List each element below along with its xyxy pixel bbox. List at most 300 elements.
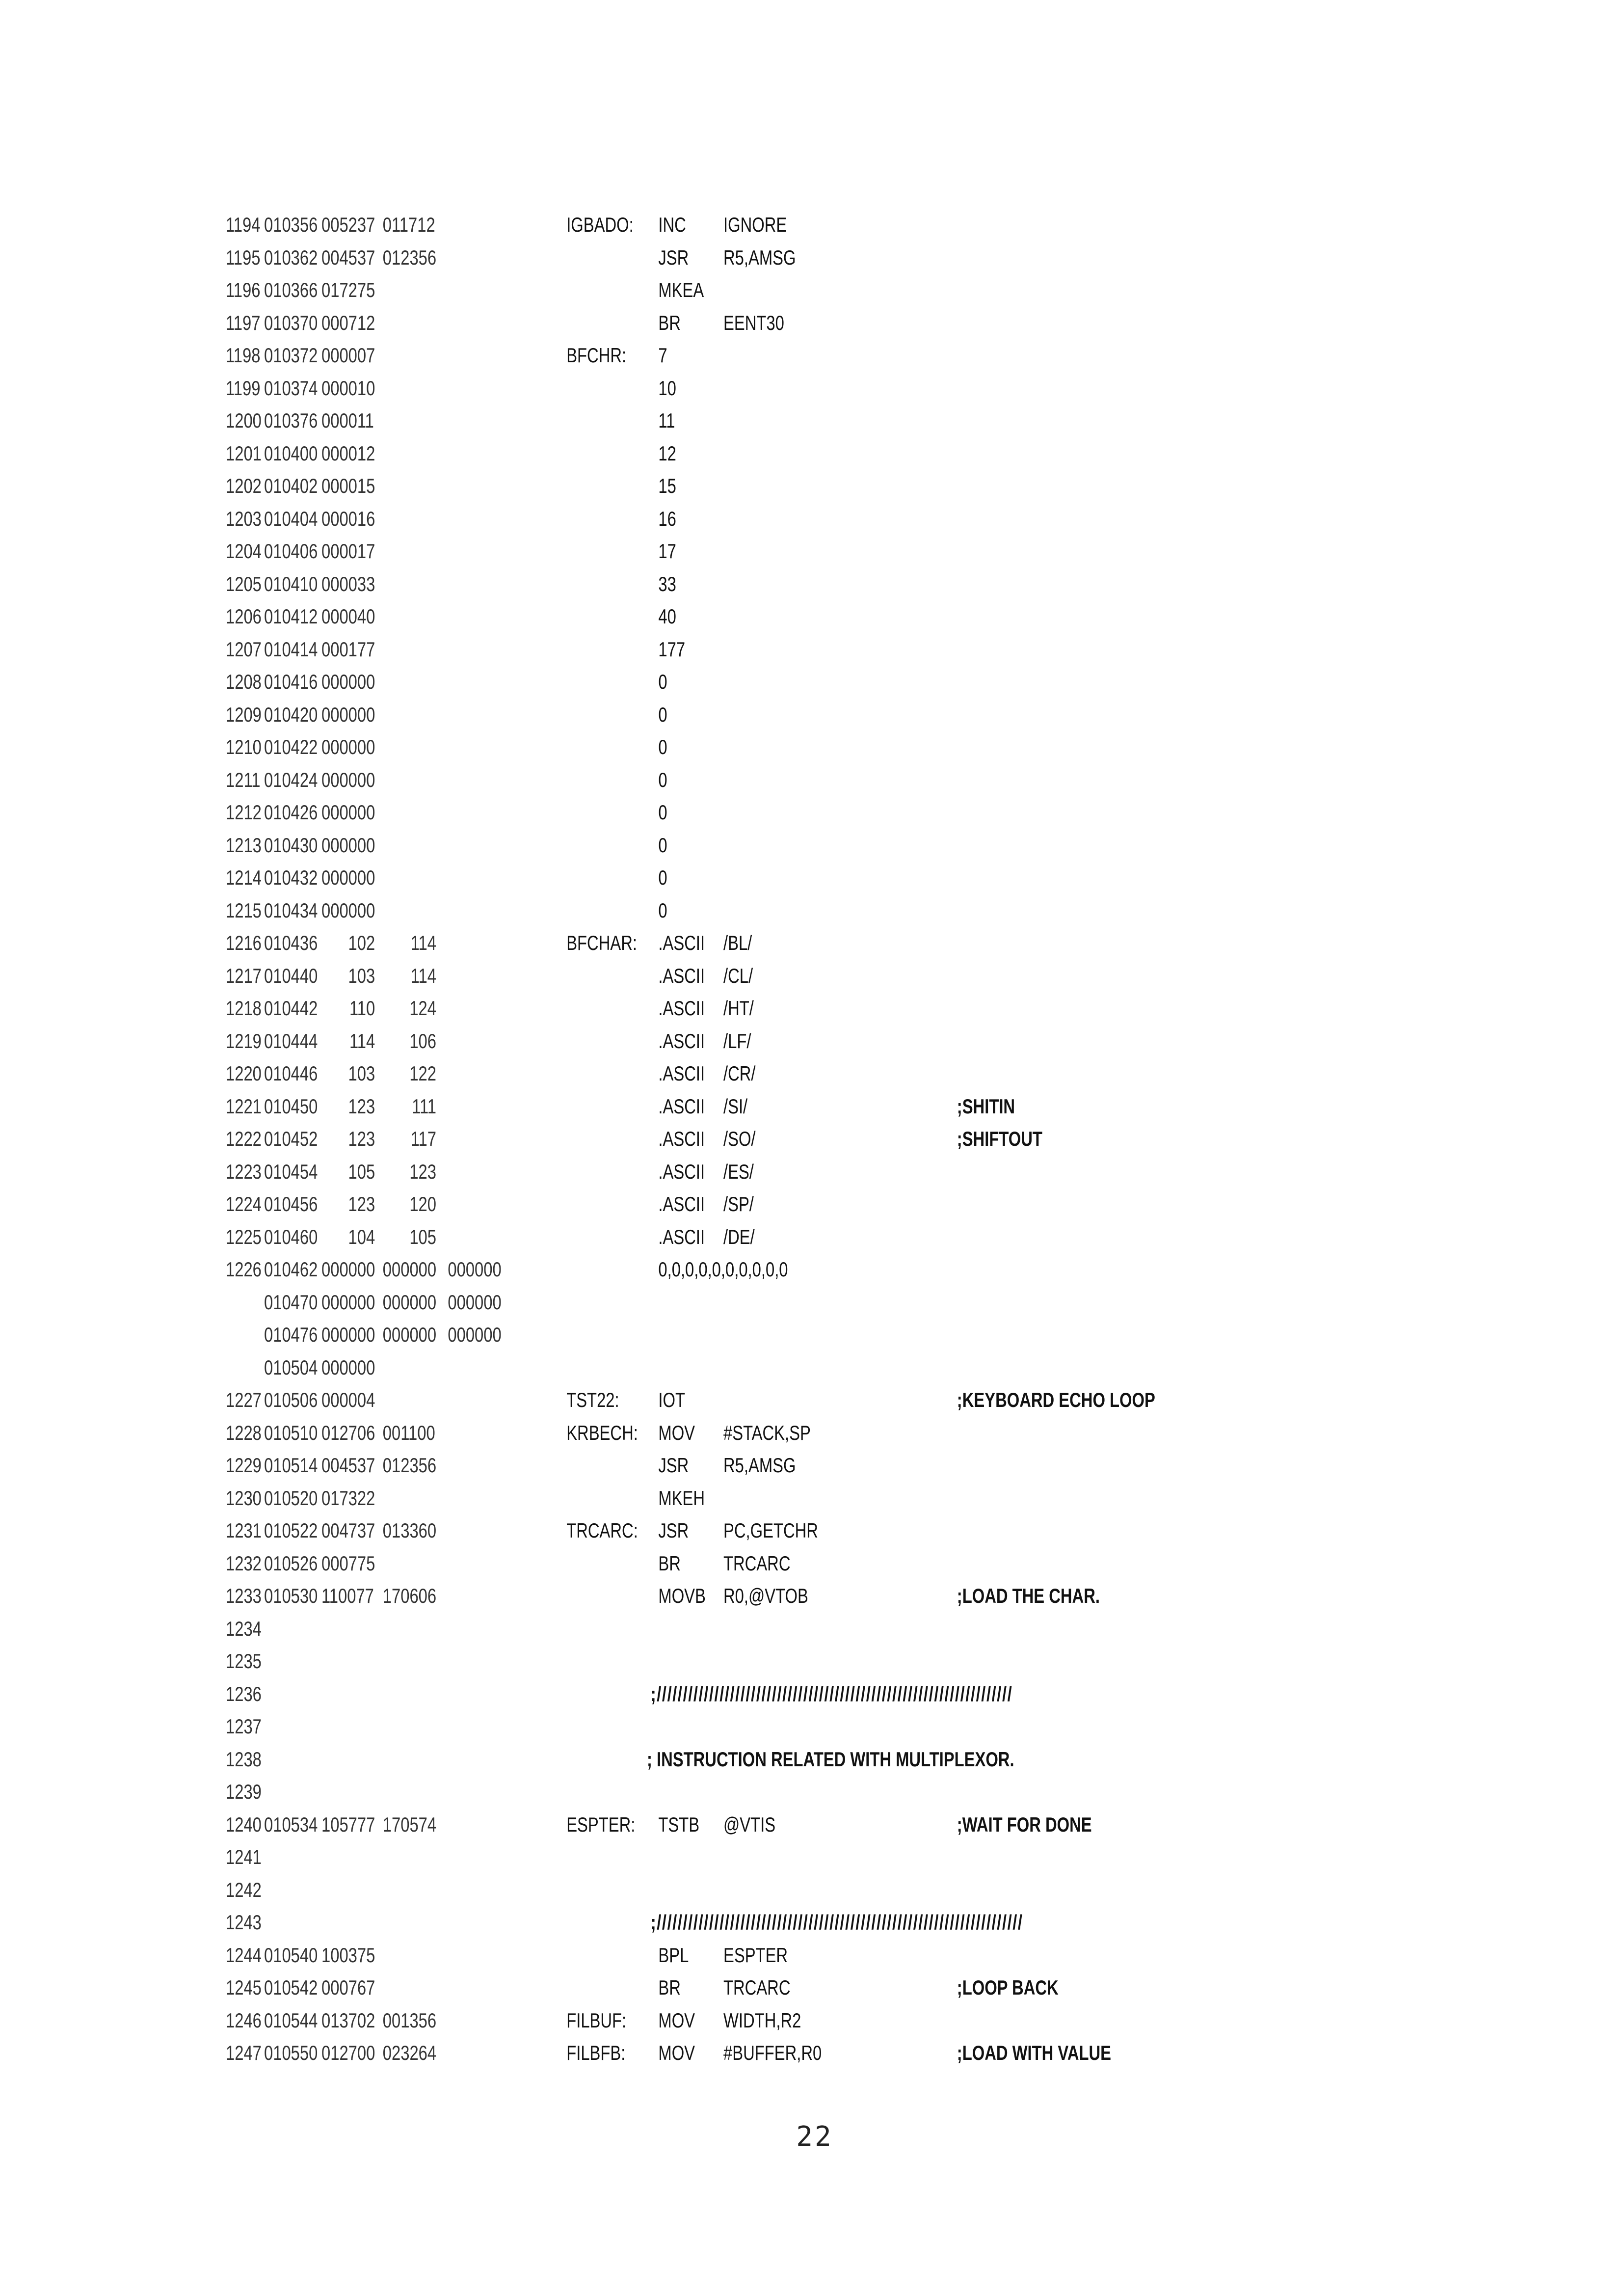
line-number: 1234 — [226, 1617, 262, 1640]
address: 010372 — [264, 344, 318, 367]
line-number: 1242 — [226, 1878, 262, 1901]
source-operand: @VTIS — [723, 1812, 776, 1836]
line-number: 1218 — [226, 997, 262, 1020]
address: 010506 — [264, 1388, 318, 1411]
listing-row — [226, 927, 1404, 960]
line-number: 1230 — [226, 1486, 262, 1510]
object-word-1: 000000 — [321, 801, 375, 824]
source-opcode: 0 — [658, 735, 667, 758]
address: 010450 — [264, 1094, 318, 1118]
object-word-1: 000000 — [321, 768, 375, 791]
object-word-1: 105777 — [321, 1812, 375, 1836]
address: 010410 — [264, 572, 318, 595]
source-operand: /CL/ — [723, 964, 753, 987]
address: 010414 — [264, 637, 318, 661]
listing-row — [226, 1580, 1404, 1613]
source-opcode: 0 — [658, 801, 667, 824]
source-operand: R5,AMSG — [723, 245, 796, 269]
source-operand: /SI/ — [723, 1094, 748, 1118]
object-word-1: 000177 — [321, 637, 375, 661]
object-word-1: 000000 — [321, 1355, 375, 1379]
listing-row — [226, 894, 1404, 927]
object-word-1: 104 — [348, 1225, 375, 1248]
line-number: 1194 — [226, 213, 261, 236]
object-word-2: 001356 — [382, 2008, 437, 2032]
source-opcode: IOT — [658, 1388, 685, 1411]
line-number: 1210 — [226, 735, 262, 758]
source-opcode: JSR — [658, 1454, 689, 1477]
object-word-1: 000000 — [321, 1258, 375, 1281]
object-word-1: 000000 — [321, 735, 375, 758]
object-word-1: 110 — [349, 997, 375, 1020]
object-word-2: 117 — [410, 1127, 436, 1150]
object-word-2: 111 — [412, 1094, 436, 1118]
listing-row — [226, 274, 1404, 307]
source-opcode: JSR — [658, 1519, 689, 1542]
address: 010542 — [264, 1976, 318, 1999]
line-number: 1207 — [226, 637, 262, 661]
line-number: 1211 — [226, 768, 261, 791]
object-word-1: 123 — [348, 1094, 375, 1118]
object-word-1: 100375 — [321, 1943, 375, 1967]
line-number: 1245 — [226, 1976, 262, 1999]
source-opcode: BR — [658, 1551, 681, 1575]
source-opcode: .ASCII — [658, 1062, 705, 1085]
listing-row — [226, 699, 1404, 731]
listing-row — [226, 960, 1404, 993]
object-word-1: 017322 — [321, 1486, 375, 1510]
object-word-1: 004537 — [321, 1454, 375, 1477]
source-opcode: TSTB — [658, 1812, 700, 1836]
object-word-1: 000016 — [321, 507, 375, 530]
line-number: 1214 — [226, 866, 262, 889]
address: 010424 — [264, 768, 318, 791]
address: 010514 — [264, 1454, 318, 1477]
listing-row — [226, 307, 1404, 340]
listing-row — [226, 1286, 1404, 1319]
line-number: 1205 — [226, 572, 262, 595]
source-opcode: 11 — [658, 409, 675, 432]
listing-row — [226, 437, 1404, 470]
source-opcode: 0 — [658, 768, 667, 791]
source-operand: PC,GETCHR — [723, 1519, 818, 1542]
source-operand: EENT30 — [723, 311, 784, 334]
listing-row — [226, 764, 1404, 797]
source-comment: ;SHITIN — [957, 1094, 1015, 1118]
line-number: 1244 — [226, 1943, 262, 1967]
object-word-2: 123 — [409, 1160, 436, 1183]
listing-row — [226, 372, 1404, 405]
object-word-1: 000000 — [321, 702, 375, 726]
line-number: 1202 — [226, 474, 262, 497]
address: 010504 — [264, 1355, 318, 1379]
listing-row — [226, 1188, 1404, 1221]
listing-row — [226, 1710, 1404, 1743]
object-word-1: 110077 — [321, 1584, 374, 1607]
line-number: 1208 — [226, 670, 262, 693]
address: 010454 — [264, 1160, 318, 1183]
line-number: 1213 — [226, 833, 262, 857]
listing-row — [226, 2037, 1404, 2070]
line-number: 1222 — [226, 1127, 262, 1150]
line-number: 1246 — [226, 2008, 262, 2032]
object-word-2: 105 — [409, 1225, 436, 1248]
object-word-1: 000000 — [321, 866, 375, 889]
source-operand: /CR/ — [723, 1062, 756, 1085]
listing-row — [226, 633, 1404, 666]
object-word-2: 013360 — [382, 1519, 437, 1542]
source-label: ESPTER: — [566, 1812, 636, 1836]
line-number: 1219 — [226, 1029, 262, 1053]
address: 010534 — [264, 1812, 318, 1836]
source-opcode: 33 — [658, 572, 676, 595]
listing-row — [226, 1939, 1404, 1972]
source-label: FILBFB: — [566, 2041, 626, 2064]
separator-comment: ;////////////////////////////////////////////////////////////////////// — [650, 1911, 1023, 1934]
listing-row — [226, 1482, 1404, 1515]
listing-row — [226, 1090, 1404, 1123]
listing-row — [226, 1514, 1404, 1547]
listing-row — [226, 1057, 1404, 1090]
listing-row — [226, 1906, 1404, 1939]
object-word-1: 012700 — [321, 2041, 375, 2064]
line-number: 1200 — [226, 409, 262, 432]
listing-row — [226, 829, 1404, 862]
source-opcode: BR — [658, 1976, 681, 1999]
line-number: 1206 — [226, 605, 262, 628]
source-opcode: INC — [658, 213, 686, 236]
listing-row — [226, 1253, 1404, 1286]
object-word-1: 000004 — [321, 1388, 375, 1411]
line-number: 1238 — [226, 1747, 262, 1771]
source-opcode: .ASCII — [658, 1127, 705, 1150]
address: 010444 — [264, 1029, 318, 1053]
object-word-2: 012356 — [382, 1454, 437, 1477]
source-opcode: 0 — [658, 702, 667, 726]
address: 010362 — [264, 245, 318, 269]
object-word-2: 011712 — [382, 213, 435, 236]
line-number: 1228 — [226, 1421, 262, 1444]
line-number: 1235 — [226, 1649, 262, 1673]
source-opcode: 177 — [658, 637, 686, 661]
object-word-1: 102 — [348, 931, 375, 954]
address: 010530 — [264, 1584, 318, 1607]
address: 010426 — [264, 801, 318, 824]
source-opcode: 12 — [658, 441, 676, 465]
object-word-1: 000000 — [321, 833, 375, 857]
object-word-1: 123 — [348, 1192, 375, 1216]
line-number: 1232 — [226, 1551, 262, 1575]
source-opcode: 16 — [658, 507, 676, 530]
line-number: 1231 — [226, 1519, 262, 1542]
object-word-1: 000712 — [321, 311, 375, 334]
line-number: 1220 — [226, 1062, 262, 1085]
listing-row — [226, 666, 1404, 699]
source-opcode: .ASCII — [658, 1029, 705, 1053]
address: 010456 — [264, 1192, 318, 1216]
source-opcode: .ASCII — [658, 1160, 705, 1183]
source-opcode: 15 — [658, 474, 676, 497]
source-operand: /ES/ — [723, 1160, 754, 1183]
line-number: 1236 — [226, 1682, 262, 1705]
object-word-1: 000011 — [321, 409, 374, 432]
source-operand: #STACK,SP — [723, 1421, 811, 1444]
source-operand: /HT/ — [723, 997, 754, 1020]
object-word-2: 124 — [409, 997, 436, 1020]
address: 010402 — [264, 474, 318, 497]
source-opcode: 0,0,0,0,0,0,0,0,0,0 — [658, 1258, 788, 1281]
address: 010446 — [264, 1062, 318, 1085]
address: 010422 — [264, 735, 318, 758]
object-word-1: 004537 — [321, 245, 375, 269]
object-word-2: 000000 — [382, 1258, 437, 1281]
line-number: 1204 — [226, 540, 262, 563]
line-number: 1215 — [226, 898, 262, 922]
address: 010526 — [264, 1551, 318, 1575]
object-word-2: 012356 — [382, 245, 437, 269]
source-label: BFCHAR: — [566, 931, 638, 954]
source-opcode: MOVB — [658, 1584, 706, 1607]
address: 010374 — [264, 376, 318, 400]
source-comment: ;LOAD THE CHAR. — [957, 1584, 1100, 1607]
object-word-1: 114 — [349, 1029, 375, 1053]
source-operand: TRCARC — [723, 1976, 791, 1999]
source-opcode: BPL — [658, 1943, 689, 1967]
line-number: 1203 — [226, 507, 262, 530]
listing-row — [226, 242, 1404, 274]
listing-row — [226, 1645, 1404, 1678]
source-opcode: 7 — [658, 344, 667, 367]
line-number: 1239 — [226, 1780, 262, 1803]
source-comment: ;KEYBOARD ECHO LOOP — [957, 1388, 1155, 1411]
source-opcode: MKEH — [658, 1486, 705, 1510]
object-word-2: 114 — [410, 964, 436, 987]
address: 010440 — [264, 964, 318, 987]
listing-row — [226, 209, 1404, 242]
line-number: 1216 — [226, 931, 262, 954]
line-number: 1201 — [226, 441, 262, 465]
listing-row — [226, 1319, 1404, 1351]
source-opcode: .ASCII — [658, 1192, 705, 1216]
address: 010356 — [264, 213, 318, 236]
object-word-1: 012706 — [321, 1421, 375, 1444]
address: 010522 — [264, 1519, 318, 1542]
object-word-2: 170574 — [382, 1812, 437, 1836]
object-word-1: 017275 — [321, 278, 375, 301]
object-word-1: 000017 — [321, 540, 375, 563]
listing-row — [226, 1743, 1404, 1776]
object-word-2: 023264 — [382, 2041, 437, 2064]
address: 010376 — [264, 409, 318, 432]
object-word-1: 000040 — [321, 605, 375, 628]
line-number: 1223 — [226, 1160, 262, 1183]
address: 010460 — [264, 1225, 318, 1248]
address: 010436 — [264, 931, 318, 954]
source-opcode: 17 — [658, 540, 676, 563]
object-word-1: 004737 — [321, 1519, 375, 1542]
listing-row — [226, 600, 1404, 633]
object-word-1: 000033 — [321, 572, 375, 595]
line-number: 1229 — [226, 1454, 262, 1477]
object-word-1: 013702 — [321, 2008, 375, 2032]
address: 010462 — [264, 1258, 318, 1281]
source-opcode: 0 — [658, 670, 667, 693]
line-number: 1233 — [226, 1584, 262, 1607]
listing-row — [226, 1384, 1404, 1417]
source-operand: WIDTH,R2 — [723, 2008, 801, 2032]
line-number: 1243 — [226, 1911, 262, 1934]
object-word-1: 000767 — [321, 1976, 375, 1999]
source-opcode: 0 — [658, 833, 667, 857]
source-operand: /BL/ — [723, 931, 752, 954]
source-operand: /DE/ — [723, 1225, 755, 1248]
line-number: 1199 — [226, 376, 261, 400]
address: 010412 — [264, 605, 318, 628]
source-opcode: MOV — [658, 2041, 695, 2064]
source-label: FILBUF: — [566, 2008, 627, 2032]
object-word-1: 000000 — [321, 898, 375, 922]
source-opcode: BR — [658, 311, 681, 334]
listing-row — [226, 2004, 1404, 2037]
listing-row — [226, 1678, 1404, 1711]
listing-row — [226, 1972, 1404, 2004]
line-number: 1195 — [226, 245, 261, 269]
source-opcode: MOV — [658, 2008, 695, 2032]
line-number: 1227 — [226, 1388, 262, 1411]
object-word-2: 000000 — [382, 1323, 437, 1346]
source-opcode: MOV — [658, 1421, 695, 1444]
source-label: TST22: — [566, 1388, 619, 1411]
address: 010420 — [264, 702, 318, 726]
object-word-1: 000000 — [321, 670, 375, 693]
source-comment: ;LOAD WITH VALUE — [957, 2041, 1112, 2064]
address: 010432 — [264, 866, 318, 889]
object-word-1: 103 — [348, 1062, 375, 1085]
listing-row — [226, 1776, 1404, 1809]
source-label: KRBECH: — [566, 1421, 638, 1444]
source-opcode: 0 — [658, 866, 667, 889]
listing-row — [226, 1417, 1404, 1450]
line-number: 1237 — [226, 1715, 262, 1738]
section-comment: ; INSTRUCTION RELATED WITH MULTIPLEXOR. — [647, 1747, 1014, 1771]
source-comment: ;SHIFTOUT — [957, 1127, 1042, 1150]
address: 010430 — [264, 833, 318, 857]
line-number: 1217 — [226, 964, 262, 987]
object-word-2: 114 — [410, 931, 436, 954]
line-number: 1241 — [226, 1845, 262, 1868]
line-number: 1209 — [226, 702, 262, 726]
object-word-2: 120 — [409, 1192, 436, 1216]
listing-row — [226, 1547, 1404, 1580]
object-word-1: 105 — [348, 1160, 375, 1183]
object-word-1: 000000 — [321, 1323, 375, 1346]
assembly-listing — [226, 209, 1404, 2070]
line-number: 1221 — [226, 1094, 262, 1118]
source-opcode: 10 — [658, 376, 676, 400]
listing-row — [226, 1841, 1404, 1874]
object-word-2: 122 — [409, 1062, 436, 1085]
source-operand: R0,@VTOB — [723, 1584, 808, 1607]
object-word-2: 001100 — [382, 1421, 435, 1444]
source-label: IGBADO: — [566, 213, 634, 236]
address: 010452 — [264, 1127, 318, 1150]
page-number: 22 — [796, 2121, 833, 2153]
source-opcode: .ASCII — [658, 997, 705, 1020]
source-opcode: .ASCII — [658, 1094, 705, 1118]
object-word-1: 005237 — [321, 213, 375, 236]
line-number: 1224 — [226, 1192, 262, 1216]
listing-row — [226, 568, 1404, 601]
listing-row — [226, 503, 1404, 536]
object-word-3: 000000 — [448, 1323, 502, 1346]
listing-row — [226, 1025, 1404, 1058]
source-opcode: 0 — [658, 898, 667, 922]
address: 010434 — [264, 898, 318, 922]
source-opcode: .ASCII — [658, 931, 705, 954]
object-word-3: 000000 — [448, 1258, 502, 1281]
address: 010476 — [264, 1323, 318, 1346]
line-number: 1198 — [226, 344, 261, 367]
source-comment: ;LOOP BACK — [957, 1976, 1059, 1999]
address: 010366 — [264, 278, 318, 301]
listing-row — [226, 1123, 1404, 1156]
source-opcode: .ASCII — [658, 1225, 705, 1248]
source-operand: #BUFFER,R0 — [723, 2041, 822, 2064]
source-opcode: JSR — [658, 245, 689, 269]
line-number: 1226 — [226, 1258, 262, 1281]
source-operand: ESPTER — [723, 1943, 788, 1967]
address: 010416 — [264, 670, 318, 693]
listing-row — [226, 1156, 1404, 1189]
source-operand: IGNORE — [723, 213, 787, 236]
address: 010510 — [264, 1421, 318, 1444]
listing-row — [226, 1874, 1404, 1907]
line-number: 1212 — [226, 801, 262, 824]
listing-row — [226, 405, 1404, 437]
separator-comment: ;//////////////////////////////////////////////////////////////////// — [650, 1682, 1013, 1705]
line-number: 1240 — [226, 1812, 262, 1836]
object-word-1: 000015 — [321, 474, 375, 497]
source-opcode: .ASCII — [658, 964, 705, 987]
object-word-2: 106 — [409, 1029, 436, 1053]
address: 010550 — [264, 2041, 318, 2064]
source-operand: /LF/ — [723, 1029, 751, 1053]
address: 010406 — [264, 540, 318, 563]
object-word-1: 000007 — [321, 344, 375, 367]
object-word-1: 000000 — [321, 1290, 375, 1314]
object-word-1: 123 — [348, 1127, 375, 1150]
source-comment: ;WAIT FOR DONE — [957, 1812, 1092, 1836]
source-opcode: MKEA — [658, 278, 704, 301]
object-word-2: 000000 — [382, 1290, 437, 1314]
object-word-1: 000012 — [321, 441, 375, 465]
line-number: 1197 — [226, 311, 261, 334]
address: 010520 — [264, 1486, 318, 1510]
listing-row — [226, 1613, 1404, 1646]
listing-row — [226, 992, 1404, 1025]
address: 010544 — [264, 2008, 318, 2032]
source-operand: TRCARC — [723, 1551, 791, 1575]
source-opcode: 40 — [658, 605, 676, 628]
address: 010540 — [264, 1943, 318, 1967]
object-word-1: 103 — [348, 964, 375, 987]
object-word-1: 000010 — [321, 376, 375, 400]
address: 010370 — [264, 311, 318, 334]
listing-row — [226, 731, 1404, 764]
listing-row — [226, 1809, 1404, 1841]
address: 010470 — [264, 1290, 318, 1314]
listing-row — [226, 535, 1404, 568]
